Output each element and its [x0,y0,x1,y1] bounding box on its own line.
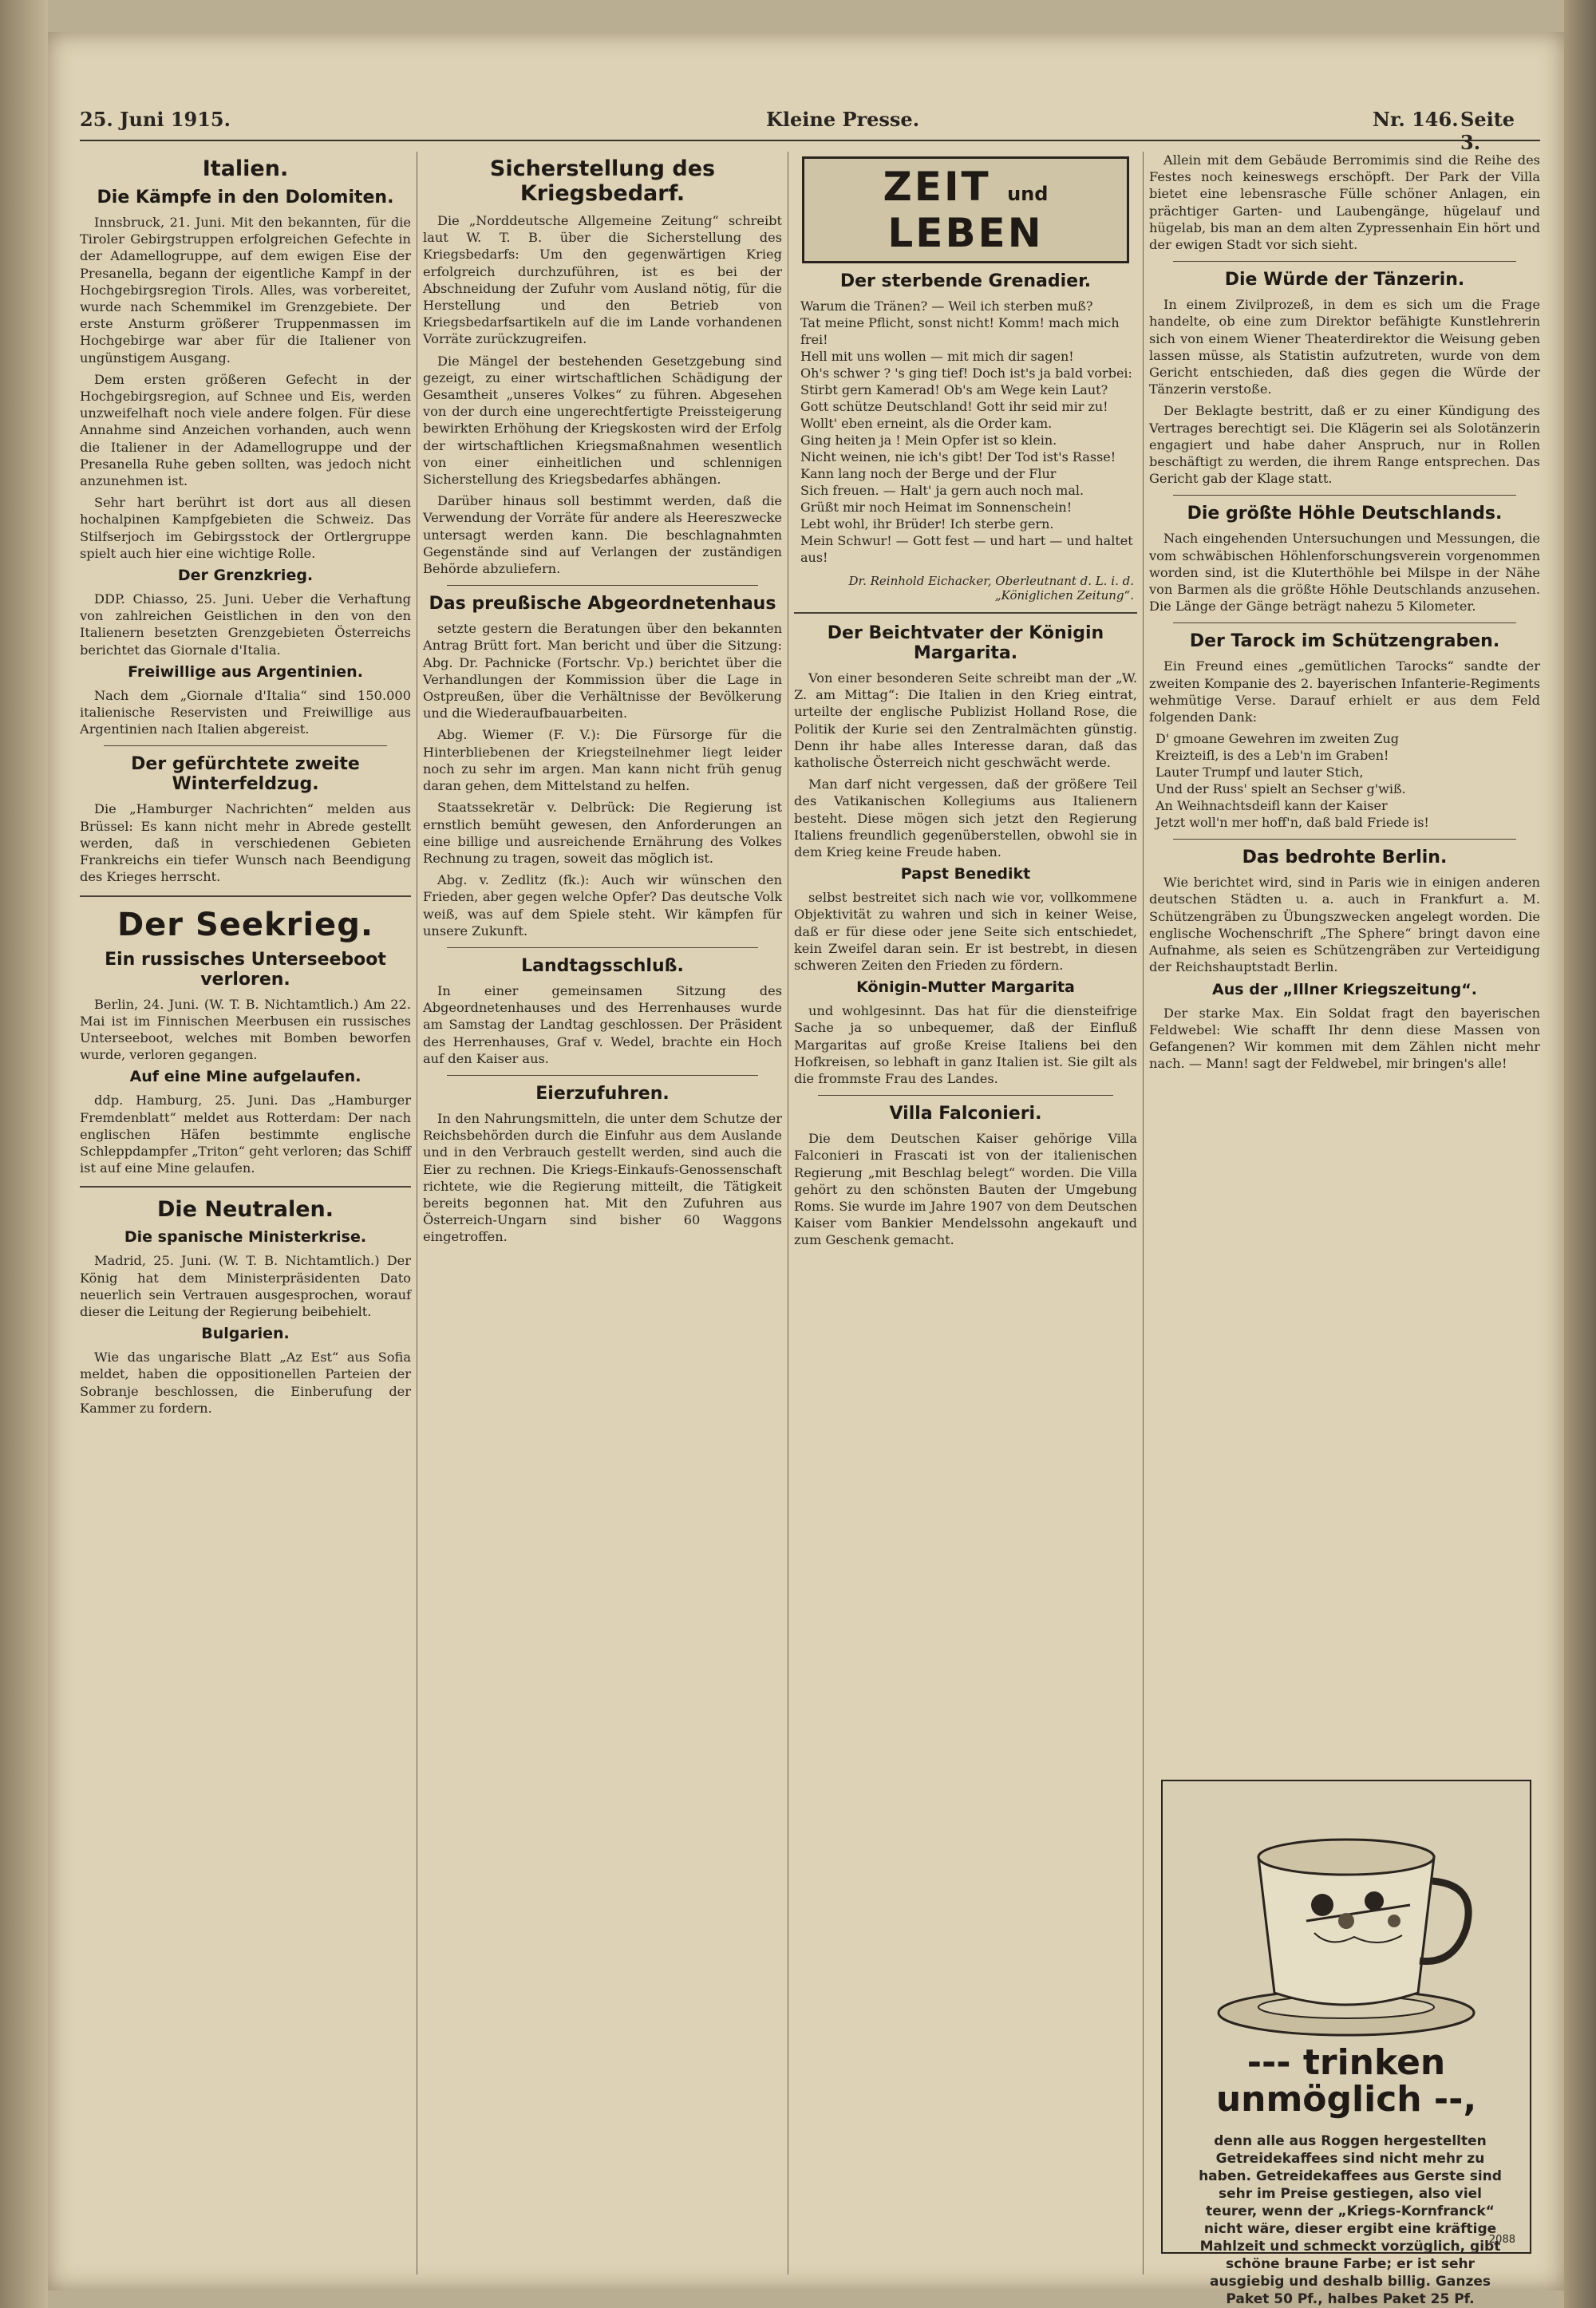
verse-line: Gott schütze Deutschland! Gott ihr seid mir zu! [800,399,1108,414]
logo-word-und: und [1007,183,1049,205]
separator [447,585,758,586]
verse-line: Sich freuen. — Halt' ja gern auch noch mal. [800,483,1084,498]
header-issue: Nr. 146. [1373,108,1459,131]
ad-headline-line-2: unmöglich --, [1215,2079,1477,2120]
article-paragraph: Die „Hamburger Nachrichten“ melden aus Brüssel: Es kann nicht mehr in Abrede gestellt werden, daß in verschiedenen Gebieten Frankreichs ein tiefer Wunsch nach Beendigung des Krieges herrscht. [80,801,411,885]
header-paper-title: Kleine Presse. [766,108,920,131]
article-title-abgeordnetenhaus: Das preußische Abgeordnetenhaus [429,594,776,615]
logo-word-leben: LEBEN [887,210,1044,256]
article-paragraph: Innsbruck, 21. Juni. Mit den bekannten, für die Tiroler Gebirgstruppen erfolgreichen Gefechte in der Adamellogruppe, auf dem ewigen Eise der Presanella, begann der eigentliche Kampf in der Hochgebirgsregion Tirols. Alles, was vorbereitet, wurde nach Schemmikel im Grenzgebiete. Der erste Ansturm größerer Truppenmassen im Hochgebirge war aber für die Italiener von ungünstigem Ausgang. [80,215,411,366]
article-paragraph: Abg. v. Zedlitz (fk.): Auch wir wünschen den Frieden, aber gegen welche Opfer? Das deutsche Volk weiß, was auf dem Spiele steht. Wir kämpfen für unsere Zukunft. [423,872,782,939]
verse-line: Nicht weinen, nie ich's gibt! Der Tod ist's Rasse! [800,449,1116,464]
verse-line: Kreizteifl, is des a Leb'n im Graben! [1156,748,1389,764]
separator [794,612,1137,614]
article-paragraph: Von einer besonderen Seite schreibt man der „W. Z. am Mittag“: Die Italien in den Krieg eintrat, urteilte der englische Publizist Holland Rose, die Politik der Kurie sei den Zentralmächten günstig. Denn ihr habe alles Interesse daran, daß das katholische Österreich nicht geschwächt werde. [794,670,1137,771]
article-paragraph: Man darf nicht vergessen, daß der größere Teil des Vatikanischen Kollegiums aus Italienern besteht. Diese mögen sich jetzt den Regierung Italiens freundlich gegenüberstellen, obwohl sie in dem Krieg keine Freude haben. [794,777,1137,860]
poem [794,298,1137,566]
article-paragraph: In einer gemeinsamen Sitzung des Abgeordnetenhauses und des Herrenhauses wurde am Samstag der Landtag geschlossen. Der Präsident des Herrenhauses, Graf v. Wedel, brachte ein Hoch auf den Kaiser aus. [423,982,782,1066]
article-title-beichtvater: Der Beichtvater der Königin Margarita. [827,623,1104,663]
article-title-winterfeldzug: Der gefürchtete zweite Winterfeldzug. [131,754,360,795]
article-paragraph: Allein mit dem Gebäude Berromimis sind die Reihe des Festes noch keineswegs erschöpft. Der Park der Villa bietet eine lebensrasche Fülle schöner Anlagen, ein prächtiger Garten- und Laubengänge, hügelauf und hügelab, bis man an dem alten Zypressenhain Ein hört und der ewigen Stadt vor sich sieht. [1149,152,1540,253]
verse-line: Wollt' eben erneint, als die Order kam. [800,416,1053,431]
article-title-villa: Villa Falconieri. [889,1104,1042,1124]
article-title-eierzufuhren: Eierzufuhren. [535,1083,670,1104]
header-date: 25. Juni 1915. [80,108,231,131]
separator [447,1075,758,1076]
verse-line: Lebt wohl, ihr Brüder! Ich sterbe gern. [800,516,1054,532]
section-title-seekrieg: Der Seekrieg. [117,906,374,943]
header-page-number: Seite 3. [1460,108,1515,154]
article-paragraph: Wie das ungarische Blatt „Az Est“ aus Sofia meldet, haben die oppositionellen Parteien der Sobranje beschlossen, die Einberufung der Kammer zu fordern. [80,1350,411,1416]
verse-line: Lauter Trumpf und lauter Stich, [1156,765,1364,781]
coffee-cup-illustration [1211,1801,1482,2041]
article-paragraph: Darüber hinaus soll bestimmt werden, daß die Verwendung der Vorräte für andere als Heereszwecke untersagt werden kann. Die beschlagnahmten Gegenstände sind auf Verlangen der zuständigen Behörde abzuliefern. [423,493,782,577]
verse-line: Tat meine Pflicht, sonst nicht! Komm! mach mich frei! [800,315,1120,347]
verse-line: Stirbt gern Kamerad! Ob's am Wege kein Laut? [800,382,1108,397]
separator [1173,495,1516,496]
article-paragraph: Die dem Deutschen Kaiser gehörige Villa Falconieri in Frascati ist von der italienischen Regierung „mit Beschlag belegt“ worden. Die Villa gehört zu den schönsten Bauten der Umgebung Roms. Sie wurde im Jahre 1907 von dem Deutschen Kaiser vom Bankier Mendelssohn angekauft und zum Geschenk gemacht. [794,1131,1137,1248]
article-paragraph: Berlin, 24. Juni. (W. T. B. Nichtamtlich.) Am 22. Mai ist im Finnischen Meerbusen ein russisches Unterseeboot, welches mit Bomben beworfen wurde, verloren gegangen. [80,996,411,1063]
article-paragraph: ddp. Hamburg, 25. Juni. Das „Hamburger Fremdenblatt“ meldet aus Rotterdam: Der nach englischen Häfen bestimmte englische Schleppdampfer „Triton“ geht verloren; das Schiff ist auf eine Mine gelaufen. [80,1093,411,1176]
subheading-freiwillige: Freiwillige aus Argentinien. [128,662,363,681]
page-header [80,108,1540,154]
newspaper-page [48,32,1564,2307]
poem-signature: Dr. Reinhold Eichacker, Oberleutnant d. L. i. d. „Königlichen Zeitung“. [848,574,1134,603]
article-paragraph: DDP. Chiasso, 25. Juni. Ueber die Verhaftung von zahlreichen Geistlichen in den von den Italienern besetzten Grenzgebieten Österreichs berichtet das Giornale d'Italia. [80,591,411,658]
article-paragraph: Wie berichtet wird, sind in Paris wie in einigen anderen deutschen Städten u. a. auch in Frankfurt a. M. Schützengräben zu Übungszwecken angelegt worden. Die englische Wochenschrift „The Sphere“ bringt davon eine Aufnahme, als seien es Schützengräben zur Verteidigung der Reichshauptstadt Berlin. [1149,875,1540,975]
column-3 [794,152,1137,2274]
article-paragraph: Nach dem „Giornale d'Italia“ sind 150.000 italienische Reservisten und Freiwillige aus Argentinien nach Italien abgereist. [80,687,411,737]
verse-line: Kann lang noch der Berge und der Flur [800,466,1057,481]
column-2 [423,152,782,2274]
article-title-hoehle: Die größte Höhle Deutschlands. [1187,504,1503,524]
column-4 [1149,152,1540,1764]
article-title-unterseeboot: Ein russisches Unterseeboot verloren. [105,949,386,990]
article-paragraph: In einem Zivilprozeß, in dem es sich um die Frage handelte, ob eine zum Direktor befähigte Kunstlehrerin sich von einem Wiener Theaterdirektor die Weisung geben lassen müsse, als Statistin aufzutreten, wurde von dem Gericht entschieden, daß dies gegen die Würde der Tänzerin verstoße. [1149,297,1540,397]
article-paragraph: Nach eingehenden Untersuchungen und Messungen, die vom schwäbischen Höhlenforschungsverein vorgenommen worden sind, ist die Kluterthöhle bei Milspe in der Nähe von Barmen als die größte Höhle Deutschlands anzusehen. Die Länge der Gänge beträgt nahezu 5 Kilometer. [1149,531,1540,615]
subheading-grenzkrieg: Der Grenzkrieg. [177,567,314,585]
column-1 [80,152,411,2274]
page-edge-right [1564,0,1596,2308]
ad-headline-line-1: --- trinken [1246,2042,1446,2083]
article-paragraph: Der starke Max. Ein Soldat fragt den bayerischen Feldwebel: Wie schafft Ihr denn diese Massen von Gefangenen? Wir kommen mit dem Zählen nicht mehr nach. — Mann! sagt der Feldwebel, mir bringen's alle! [1149,1005,1540,1072]
article-paragraph: Sehr hart berührt ist dort aus all diesen hochalpinen Kampfgebieten die Schweiz. Das Stilfserjoch im Gebirgsstock der Ortlergruppe spielt auch hier eine wichtige Rolle. [80,495,411,561]
article-paragraph: und wohlgesinnt. Das hat für die diensteifrige Sache ja so unbequemer, daß der Einfluß Margaritas auf große Kreise Italiens bei den Hofkreisen, so lebhaft in ganz Italien ist. Sie gilt als die frommste Frau des Landes. [794,1003,1137,1087]
subheading-papst: Papst Benedikt [900,865,1031,883]
section-title-italien: Italien. [202,156,289,181]
article-paragraph: selbst bestreitet sich nach wie vor, vollkommene Objektivität zu wahren und sich in keiner Weise, daß er für diese oder jene Seite sich entschiedet, kein Zweifel daran sein. Er ist bestrebt, in diesen schweren Zeiten den Frieden zu fördern. [794,890,1137,974]
separator [447,947,758,948]
verse-line: Ging heiten ja ! Mein Opfer ist so klein. [800,433,1057,448]
article-title-tarock: Der Tarock im Schützengraben. [1189,631,1500,652]
verse-line: Oh's schwer ? 's ging tief! Doch ist's ja bald vorbei: [800,366,1132,381]
subheading-mine: Auf eine Mine aufgelaufen. [129,1068,361,1086]
tarock-verse [1149,730,1540,831]
ad-body-text: denn alle aus Roggen hergestellten Getreidekaffees sind nicht mehr zu haben. Getreidekaffees aus Gerste sind sehr im Preise gestiegen, also viel teurer, wenn der „Kriegs-Kornfranck“ nicht wäre, dieser ergibt eine kräftige Mahlzeit und schmeckt vorzüglich, gibt schöne braune Farbe; er ist sehr ausgiebig und deshalb billig. Ganzes Paket 50 Pf., halbes Paket 25 Pf. [1199,2133,1502,2307]
separator [1173,622,1516,623]
verse-line: D' gmoane Gewehren im zweiten Zug [1156,731,1400,747]
separator [104,745,387,746]
article-paragraph: Staatssekretär v. Delbrück: Die Regierung ist ernstlich bemüht gewesen, den Anforderungen an eine billige und ausreichende Ernährung des Volkes Rechnung zu tragen, soweit das möglich ist. [423,800,782,866]
subheading-spanien: Die spanische Ministerkrise. [124,1228,367,1247]
page-edge-left [0,0,48,2308]
separator [80,895,411,897]
article-paragraph: setzte gestern die Beratungen über den bekannten Antrag Brütt fort. Man bericht und über die Sitzung: Abg. Dr. Pachnicke (Fortschr. Vp.) berichtet über die Verhandlungen der Kommission über die Lage in Ostpreußen, über die Verhältnisse der Bevölkerung und die Wiederaufbauarbeiten. [423,621,782,721]
article-title-taenzerin: Die Würde der Tänzerin. [1224,270,1465,290]
verse-line: Hell mit uns wollen — mit mich dir sagen! [800,349,1074,364]
separator [80,1186,411,1188]
section-title-neutralen: Die Neutralen. [157,1197,334,1223]
separator [1173,261,1516,262]
ad-footnote: 2088 [1488,2234,1515,2246]
article-paragraph: Dem ersten größeren Gefecht in der Hochgebirgsregion, auf Schnee und Eis, werden unzweifelhaft noch viele andere folgen. Für diese Annahme sind Anzeichen vorhanden, auch wenn die Italiener in der Adamellogruppe und der Presanella Ruhe geben sollten, was jedoch nicht anzunehmen ist. [80,371,411,489]
article-title-berlin: Das bedrohte Berlin. [1242,848,1448,868]
separator [818,1095,1113,1096]
column-divider [1143,152,1144,2274]
article-title-kriegsbedarf: Sicherstellung des Kriegsbedarf. [489,156,716,206]
verse-line: Grüßt mir noch Heimat im Sonnenschein! [800,500,1073,515]
article-paragraph: Der Beklagte bestritt, daß er zu einer Kündigung des Vertrages berechtigt sei. Die Klägerin sei als Solotänzerin engagiert und habe daher Anspruch, nur in Rollen beschäftigt zu werden, die ihrem Range entsprechen. Das Gericht gab der Klage statt. [1149,403,1540,487]
ad-headline [1163,2042,1530,2120]
separator [1173,839,1516,840]
verse-line: Und der Russ' spielt an Sechser g'wiß. [1156,781,1406,797]
article-paragraph: Die Mängel der bestehenden Gesetzgebung sind gezeigt, zu einer wirtschaftlichen Schädigung der Gesamtheit „unseres Volkes“ zu führen. Abgesehen von der durch eine ungerechtfertigte Preissteigerung bewirkten Erhöhung der Kriegskosten wird der Erfolg der wirtschaftlichen Kriegsmaßnahmen wesentlich von einer einheitlichen und schlennigen Sicherstellung des Kriegsbedarfes abhängen. [423,353,782,488]
article-paragraph: Ein Freund eines „gemütlichen Tarocks“ sandte der zweiten Kompanie des 2. bayerischen Infanterie-Regiments wehmütige Verse. Darauf erhielt er aus dem Feld folgenden Dank: [1149,658,1540,725]
subheading-bulgarien: Bulgarien. [201,1325,290,1343]
subheading-koenigin: Königin-Mutter Margarita [856,978,1075,997]
article-title-landtagsschluss: Landtagsschluß. [521,955,684,976]
coffee-advertisement [1161,1780,1531,2307]
poem-title: Der sterbende Grenadier. [839,271,1092,291]
verse-line: Jetzt woll'n mer hoff'n, daß bald Friede is! [1156,815,1429,831]
verse-line: An Weihnachtsdeifl kann der Kaiser [1156,798,1388,814]
article-paragraph: Die „Norddeutsche Allgemeine Zeitung“ schreibt laut W. T. B. über die Sicherstellung des Kriegsbedarfs: Um den gegenwärtigen Krieg erfolgreich durchzuführen, ist es bei der Abschneidung der Zufuhr vom Ausland nötig, für die Herstellung und den Betrieb von Kriegsbedarfsartikeln auf die im Lande vorhandenen Vorräte zurückzugreifen. [423,213,782,347]
subheading-kriegszeitung: Aus der „Illner Kriegszeitung“. [1212,980,1477,998]
article-paragraph: Abg. Wiemer (F. V.): Die Fürsorge für die Hinterbliebenen der Kriegsteilnehmer liegt leider noch zu sehr im argen. Man kann nicht früh genug daran gehen, dem Mittelstand zu helfen. [423,727,782,794]
article-paragraph: Madrid, 25. Juni. (W. T. B. Nichtamtlich.) Der König hat dem Ministerpräsidenten Dato neuerlich sein Vertrauen ausgesprochen, worauf dieser die Leitung der Regierung beibehielt. [80,1253,411,1319]
verse-line: Mein Schwur! — Gott fest — und hart — und haltet aus! [800,533,1133,565]
verse-line: Warum die Tränen? — Weil ich sterben muß? [800,298,1093,314]
logo-word-zeit: ZEIT [883,164,991,210]
zeit-und-leben-logo [802,156,1129,263]
article-paragraph: In den Nahrungsmitteln, die unter dem Schutze der Reichsbehörden durch die Einfuhr aus dem Auslande und in den Verbrauch gestellt werden, sind auch die Eier zu rechnen. Die Kriegs-Einkaufs-Genossenschaft richtete, wie die Regierung mitteilt, die Tätigkeit bereits begonnen hat. Mit den Zufuhren aus Österreich-Ungarn sind bisher 60 Waggons eingetroffen. [423,1110,782,1245]
article-title-dolomiten: Die Kämpfe in den Dolomiten. [97,188,394,207]
